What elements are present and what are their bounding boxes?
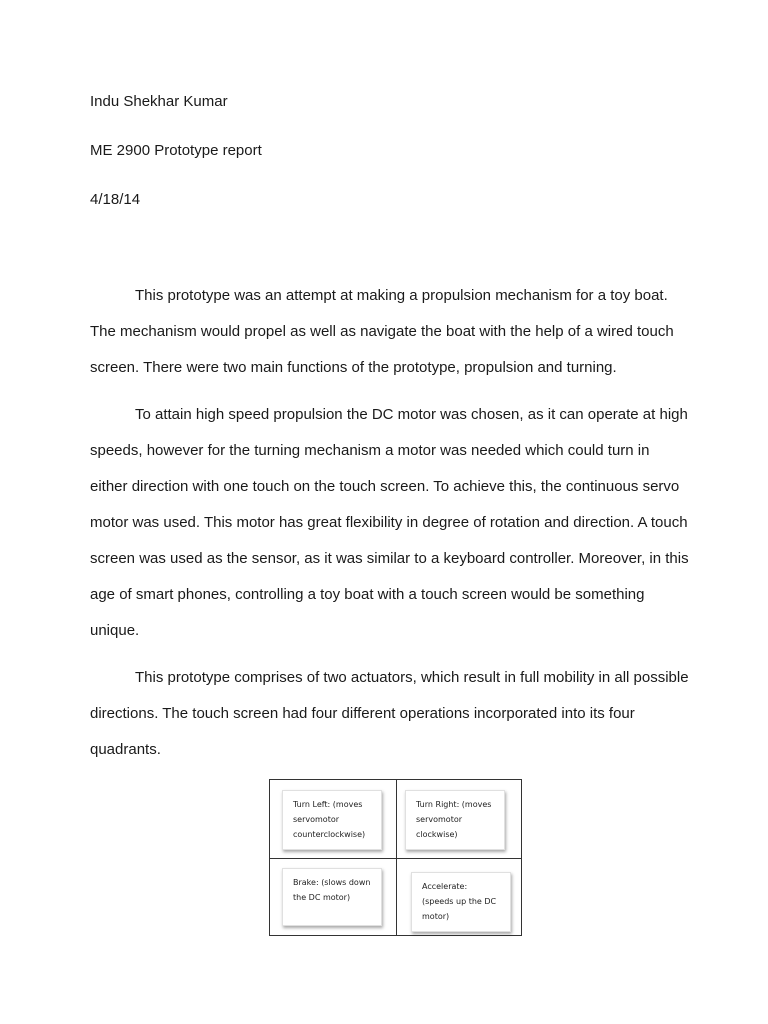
- quadrant-turn-right: [405, 790, 505, 850]
- paragraph-1-text: This prototype was an attempt at making a propulsion mechanism for a toy boat. The mechanism would propel as well as navigate the boat with the help of a wired touch screen. There were two main functions of the prototype, propulsion and turning.: [90, 287, 674, 376]
- quadrant-text-line: servomotor: [416, 815, 463, 824]
- paragraph-2-text: To attain high speed propulsion the DC motor was chosen, as it can operate at high speeds, however for the turning mechanism a motor was needed which could turn in either direction with one touch on the touch screen. To achieve this, the continuous servo motor was used. This motor has great flexibility in degree of rotation and direction. A touch screen was used as the sensor, as it was similar to a keyboard controller. Moreover, in this age of smart phones, controlling a toy boat with a touch screen would be something unique.: [90, 406, 689, 639]
- quadrant-text-line: servomotor: [293, 815, 340, 824]
- paragraph-3: [90, 660, 690, 768]
- quadrant-text-line: the DC motor): [293, 893, 351, 902]
- quadrant-text-line: Accelerate:: [422, 882, 468, 891]
- horizontal-divider: [270, 858, 521, 859]
- author-name: Indu Shekhar Kumar: [90, 93, 228, 110]
- quadrant-text-line: clockwise): [416, 830, 458, 839]
- quadrant-text-line: counterclockwise): [293, 830, 366, 839]
- quadrant-text-line: Turn Left: (moves: [293, 800, 363, 809]
- quadrant-text-line: Turn Right: (moves: [416, 800, 492, 809]
- quadrant-brake: [282, 868, 382, 926]
- paragraph-2: [90, 397, 690, 649]
- quadrant-text-line: (speeds up the DC: [422, 897, 497, 906]
- report-date: 4/18/14: [90, 191, 141, 208]
- quadrant-text-line: motor): [422, 912, 450, 921]
- report-title: ME 2900 Prototype report: [90, 142, 262, 159]
- paragraph-3-text: This prototype comprises of two actuators, which result in full mobility in all possible directions. The touch screen had four different operations incorporated into its four quadrants.: [90, 669, 689, 758]
- touch-screen-quadrant-diagram: [269, 779, 522, 936]
- quadrant-text-line: Brake: (slows down: [293, 878, 371, 887]
- paragraph-1: [90, 278, 690, 386]
- quadrant-turn-left: [282, 790, 382, 850]
- quadrant-accelerate: [411, 872, 511, 932]
